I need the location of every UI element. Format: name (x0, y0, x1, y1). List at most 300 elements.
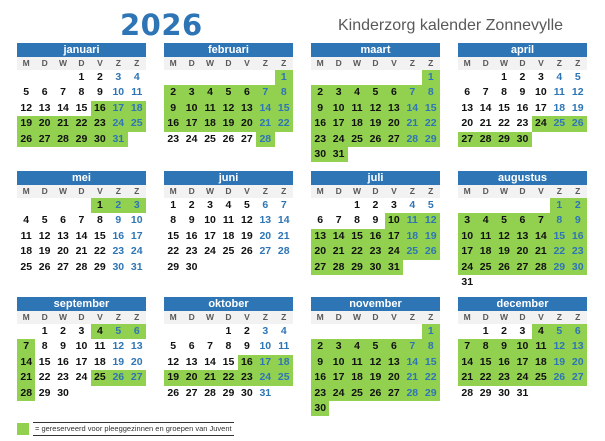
day-cell: 11 (348, 101, 366, 116)
day-cell: 29 (222, 386, 235, 399)
day-cell: 10 (75, 340, 88, 353)
day-cell: 21 (17, 370, 35, 385)
weekday-initial: V (91, 185, 109, 198)
month-juni (164, 171, 293, 291)
day-cell: 4 (532, 324, 550, 339)
day-cell: 19 (366, 116, 384, 131)
day-cell: 20 (57, 245, 69, 258)
day-cell: 5 (170, 340, 177, 353)
day-cell: 31 (259, 386, 272, 399)
day-cell: 14 (403, 355, 421, 370)
day-cell: 9 (569, 213, 587, 228)
month-header: augustus (458, 171, 587, 185)
weekday-initial: M (17, 57, 35, 70)
day-cell: 20 (238, 116, 256, 131)
day-cell: 14 (57, 101, 69, 114)
day-cell: 10 (259, 340, 272, 353)
empty-cell (17, 198, 35, 213)
day-cell: 28 (532, 260, 550, 275)
day-cell: 24 (329, 386, 347, 401)
day-cell: 6 (41, 86, 48, 99)
day-cell: 13 (513, 229, 531, 244)
day-cell: 19 (366, 370, 384, 385)
day-cell: 15 (75, 101, 88, 114)
day-cell: 13 (461, 101, 474, 114)
day-cell: 7 (78, 214, 85, 227)
weekday-initial: D (182, 185, 200, 198)
day-cell: 17 (109, 101, 127, 116)
day-cell: 4 (23, 214, 30, 227)
month-header: maart (311, 43, 440, 57)
day-cell: 29 (422, 386, 440, 401)
day-cell: 16 (91, 101, 109, 116)
day-cell: 9 (96, 86, 103, 99)
day-cell: 14 (277, 214, 290, 227)
day-cell: 18 (222, 229, 235, 242)
day-cell: 3 (128, 198, 146, 213)
weekday-initial: M (164, 57, 182, 70)
legend (17, 423, 234, 435)
day-cell: 4 (201, 85, 219, 100)
day-cell: 18 (348, 370, 366, 385)
month-mei (17, 171, 146, 291)
day-cell: 27 (458, 132, 476, 147)
weekday-initial: V (385, 311, 403, 324)
day-cell: 4 (91, 324, 109, 339)
weekday-initial: W (201, 57, 219, 70)
day-cell: 8 (550, 213, 568, 228)
empty-cell (403, 70, 421, 85)
day-cell: 25 (348, 386, 366, 401)
day-cell: 5 (495, 213, 513, 228)
day-cell: 14 (458, 355, 476, 370)
day-cell: 23 (91, 116, 109, 131)
day-cell: 18 (348, 116, 366, 131)
day-cell: 19 (241, 229, 253, 242)
day-cell: 1 (225, 325, 232, 337)
month-december (458, 297, 587, 417)
day-cell: 18 (94, 355, 106, 368)
weekday-initial: M (458, 57, 476, 70)
day-cell: 17 (385, 229, 403, 244)
weekday-initial: D (35, 311, 53, 324)
weekday-initial: V (385, 185, 403, 198)
day-cell: 6 (569, 324, 587, 339)
day-cell: 13 (185, 355, 198, 368)
day-cell: 23 (185, 245, 198, 258)
weekday-initial: Z (109, 57, 127, 70)
weekday-initial: W (54, 185, 72, 198)
day-cell: 28 (476, 132, 494, 147)
weekday-initial: M (311, 57, 329, 70)
month-maart (311, 43, 440, 163)
day-cell: 25 (204, 132, 216, 145)
day-cell: 24 (513, 370, 531, 385)
weekday-initial: V (91, 311, 109, 324)
weekday-initial: Z (128, 57, 146, 70)
day-cell: 9 (495, 339, 513, 354)
day-cell: 7 (403, 85, 421, 100)
day-cell: 28 (403, 132, 421, 147)
day-cell: 12 (112, 340, 125, 353)
day-cell: 31 (130, 260, 143, 273)
day-cell: 6 (385, 339, 403, 354)
day-cell: 15 (550, 229, 568, 244)
day-cell: 14 (256, 101, 274, 116)
weekday-initial: M (164, 185, 182, 198)
day-cell: 16 (238, 355, 256, 370)
day-cell: 30 (185, 260, 198, 273)
day-cell: 2 (519, 71, 526, 83)
empty-cell (458, 198, 476, 213)
day-cell: 11 (201, 101, 219, 116)
day-cell: 22 (422, 116, 440, 131)
day-cell: 15 (167, 229, 180, 242)
month-header: april (458, 43, 587, 57)
day-cell: 10 (329, 101, 347, 116)
day-cell: 10 (385, 213, 403, 228)
day-cell: 23 (57, 371, 69, 384)
empty-cell (476, 198, 494, 213)
weekday-initial: V (238, 185, 256, 198)
empty-cell (366, 70, 384, 85)
weekday-initial: Z (275, 185, 293, 198)
weekday-initial: D (182, 57, 200, 70)
month-juli (311, 171, 440, 291)
day-cell: 30 (311, 401, 329, 416)
day-cell: 26 (550, 370, 568, 385)
day-cell: 3 (78, 325, 85, 337)
day-grid (311, 185, 440, 275)
day-cell: 28 (54, 132, 72, 147)
day-cell: 16 (495, 355, 513, 370)
legend-swatch (17, 423, 29, 435)
weekday-initial: Z (275, 311, 293, 324)
day-cell: 1 (41, 325, 48, 337)
empty-cell (164, 324, 182, 339)
day-cell: 2 (109, 198, 127, 213)
day-cell: 2 (60, 325, 66, 337)
day-cell: 22 (167, 245, 180, 258)
day-cell: 6 (238, 85, 256, 100)
day-grid (311, 311, 440, 416)
day-cell: 14 (329, 229, 347, 244)
day-cell: 25 (222, 245, 235, 258)
day-cell: 16 (164, 116, 182, 131)
day-cell: 24 (256, 370, 274, 385)
day-grid (164, 57, 293, 147)
empty-cell (329, 198, 347, 213)
day-cell: 27 (241, 132, 253, 145)
empty-cell (403, 324, 421, 339)
day-cell: 16 (311, 370, 329, 385)
day-cell: 5 (574, 71, 581, 83)
day-cell: 14 (204, 355, 216, 368)
day-cell: 14 (532, 229, 550, 244)
weekday-initial: D (513, 311, 531, 324)
day-cell: 8 (422, 339, 440, 354)
day-cell: 7 (532, 213, 550, 228)
day-cell: 15 (348, 229, 366, 244)
empty-cell (17, 70, 35, 85)
day-cell: 17 (513, 355, 531, 370)
day-cell: 28 (329, 260, 347, 275)
weekday-initial: D (476, 57, 494, 70)
month-header: juni (164, 171, 293, 185)
day-cell: 3 (207, 199, 213, 211)
day-cell: 1 (78, 71, 85, 83)
day-cell: 5 (109, 324, 127, 339)
day-cell: 10 (329, 355, 347, 370)
day-cell: 26 (569, 116, 587, 131)
day-cell: 31 (461, 275, 474, 288)
empty-cell (311, 198, 329, 213)
empty-cell (385, 70, 403, 85)
day-cell: 18 (403, 229, 421, 244)
day-cell: 13 (385, 101, 403, 116)
empty-cell (54, 198, 72, 213)
weekday-initial: W (201, 311, 219, 324)
weekday-initial: D (329, 57, 347, 70)
day-cell: 17 (182, 116, 200, 131)
day-cell: 11 (476, 229, 494, 244)
day-cell: 11 (403, 213, 421, 228)
weekday-initial: W (348, 185, 366, 198)
month-januari (17, 43, 146, 163)
day-cell: 1 (91, 198, 109, 213)
day-cell: 8 (501, 86, 507, 99)
day-cell: 30 (91, 132, 109, 147)
empty-cell (458, 70, 476, 85)
day-cell: 4 (280, 325, 287, 337)
months-grid (17, 43, 589, 415)
day-cell: 3 (537, 71, 544, 83)
day-cell: 23 (495, 370, 513, 385)
weekday-initial: Z (403, 57, 421, 70)
day-cell: 10 (182, 101, 200, 116)
weekday-initial: Z (422, 185, 440, 198)
weekday-initial: Z (550, 185, 568, 198)
day-cell: 24 (385, 244, 403, 259)
day-cell: 19 (112, 355, 125, 368)
weekday-initial: W (495, 311, 513, 324)
day-cell: 9 (372, 214, 379, 227)
day-cell: 26 (241, 245, 253, 258)
day-cell: 23 (167, 132, 180, 145)
day-cell: 28 (461, 386, 474, 399)
day-cell: 21 (479, 117, 492, 130)
weekday-initial: M (311, 185, 329, 198)
day-cell: 22 (476, 370, 494, 385)
weekday-initial: M (17, 311, 35, 324)
weekday-initial: Z (275, 57, 293, 70)
day-cell: 29 (550, 260, 568, 275)
day-cell: 26 (495, 260, 513, 275)
day-cell: 3 (329, 339, 347, 354)
day-cell: 15 (38, 355, 51, 368)
day-cell: 25 (128, 116, 146, 131)
day-cell: 9 (311, 101, 329, 116)
day-cell: 26 (109, 370, 127, 385)
day-cell: 6 (464, 86, 471, 99)
day-cell: 29 (479, 386, 492, 399)
day-cell: 9 (188, 214, 195, 227)
weekday-initial: Z (403, 185, 421, 198)
day-cell: 25 (532, 370, 550, 385)
day-cell: 20 (569, 355, 587, 370)
day-cell: 11 (131, 86, 143, 99)
day-cell: 6 (128, 324, 146, 339)
weekday-initial: V (91, 57, 109, 70)
day-cell: 5 (41, 214, 48, 227)
day-grid (458, 185, 587, 290)
day-cell: 20 (182, 370, 200, 385)
day-cell: 2 (243, 325, 250, 337)
day-cell: 30 (57, 386, 69, 399)
weekday-initial: Z (109, 311, 127, 324)
day-cell: 6 (188, 340, 195, 353)
day-cell: 3 (115, 71, 122, 83)
month-februari (164, 43, 293, 163)
month-header: november (311, 297, 440, 311)
day-cell: 4 (348, 339, 366, 354)
day-cell: 7 (335, 214, 342, 227)
day-cell: 1 (275, 70, 293, 85)
weekday-initial: D (219, 185, 237, 198)
day-cell: 29 (72, 132, 90, 147)
day-cell: 30 (498, 386, 510, 399)
day-cell: 22 (38, 371, 51, 384)
day-cell: 30 (112, 260, 125, 273)
day-cell: 22 (498, 117, 510, 130)
weekday-initial: V (532, 57, 550, 70)
day-cell: 9 (243, 340, 250, 353)
weekday-initial: Z (128, 311, 146, 324)
day-cell: 17 (458, 244, 476, 259)
day-cell: 5 (366, 85, 384, 100)
day-cell: 27 (185, 386, 198, 399)
day-cell: 11 (532, 339, 550, 354)
day-grid (164, 185, 293, 275)
day-cell: 22 (422, 370, 440, 385)
day-cell: 26 (422, 244, 440, 259)
day-cell: 12 (550, 339, 568, 354)
day-cell: 29 (422, 132, 440, 147)
day-cell: 13 (569, 339, 587, 354)
weekday-initial: Z (569, 185, 587, 198)
day-cell: 8 (476, 339, 494, 354)
day-cell: 4 (133, 71, 140, 83)
empty-cell (495, 198, 513, 213)
day-cell: 28 (17, 386, 35, 401)
empty-cell (54, 70, 72, 85)
empty-cell (182, 324, 200, 339)
day-cell: 8 (41, 340, 48, 353)
weekday-initial: D (476, 185, 494, 198)
day-cell: 24 (204, 245, 216, 258)
day-cell: 4 (556, 71, 563, 83)
empty-cell (329, 324, 347, 339)
day-cell: 12 (38, 229, 51, 242)
day-cell: 9 (115, 214, 122, 227)
day-cell: 7 (256, 85, 274, 100)
month-header: juli (311, 171, 440, 185)
day-cell: 22 (72, 116, 90, 131)
day-cell: 1 (482, 325, 489, 337)
day-cell: 21 (277, 229, 290, 242)
day-cell: 28 (403, 386, 421, 401)
day-cell: 18 (201, 116, 219, 131)
day-cell: 27 (311, 260, 329, 275)
day-cell: 29 (38, 386, 51, 399)
weekday-initial: D (35, 185, 53, 198)
weekday-initial: Z (109, 185, 127, 198)
day-cell: 13 (38, 101, 51, 114)
day-cell: 12 (167, 355, 180, 368)
day-cell: 9 (60, 340, 66, 353)
weekday-initial: Z (403, 311, 421, 324)
day-cell: 22 (275, 116, 293, 131)
day-cell: 13 (311, 229, 329, 244)
day-cell: 21 (403, 370, 421, 385)
empty-cell (17, 324, 35, 339)
day-cell: 13 (130, 340, 143, 353)
empty-cell (385, 324, 403, 339)
day-cell: 11 (348, 355, 366, 370)
empty-cell (513, 198, 531, 213)
day-cell: 10 (513, 339, 531, 354)
day-cell: 27 (259, 245, 272, 258)
day-cell: 20 (259, 229, 272, 242)
day-cell: 11 (278, 340, 290, 353)
weekday-initial: D (35, 57, 53, 70)
day-grid (17, 185, 146, 275)
day-cell: 23 (238, 370, 256, 385)
day-cell: 20 (385, 116, 403, 131)
day-cell: 8 (275, 85, 293, 100)
day-cell: 20 (35, 116, 53, 131)
day-cell: 21 (403, 116, 421, 131)
weekday-initial: D (366, 185, 384, 198)
empty-cell (311, 70, 329, 85)
month-header: februari (164, 43, 293, 57)
day-cell: 4 (476, 213, 494, 228)
day-cell: 26 (366, 132, 384, 147)
day-cell: 28 (256, 132, 274, 147)
day-cell: 29 (495, 132, 513, 147)
weekday-initial: D (366, 57, 384, 70)
weekday-initial: Z (422, 57, 440, 70)
day-cell: 21 (256, 116, 274, 131)
empty-cell (72, 198, 90, 213)
day-cell: 25 (403, 244, 421, 259)
day-cell: 6 (513, 213, 531, 228)
day-cell: 14 (75, 229, 88, 242)
weekday-initial: Z (128, 185, 146, 198)
weekday-initial: Z (422, 311, 440, 324)
day-cell: 25 (20, 260, 33, 273)
day-cell: 8 (170, 214, 177, 227)
day-cell: 2 (96, 71, 103, 83)
day-cell: 9 (311, 355, 329, 370)
day-cell: 8 (354, 214, 360, 227)
day-cell: 15 (498, 101, 510, 114)
day-cell: 1 (422, 70, 440, 85)
day-cell: 21 (75, 245, 88, 258)
weekday-initial: W (495, 185, 513, 198)
day-cell: 14 (403, 101, 421, 116)
day-cell: 6 (385, 85, 403, 100)
